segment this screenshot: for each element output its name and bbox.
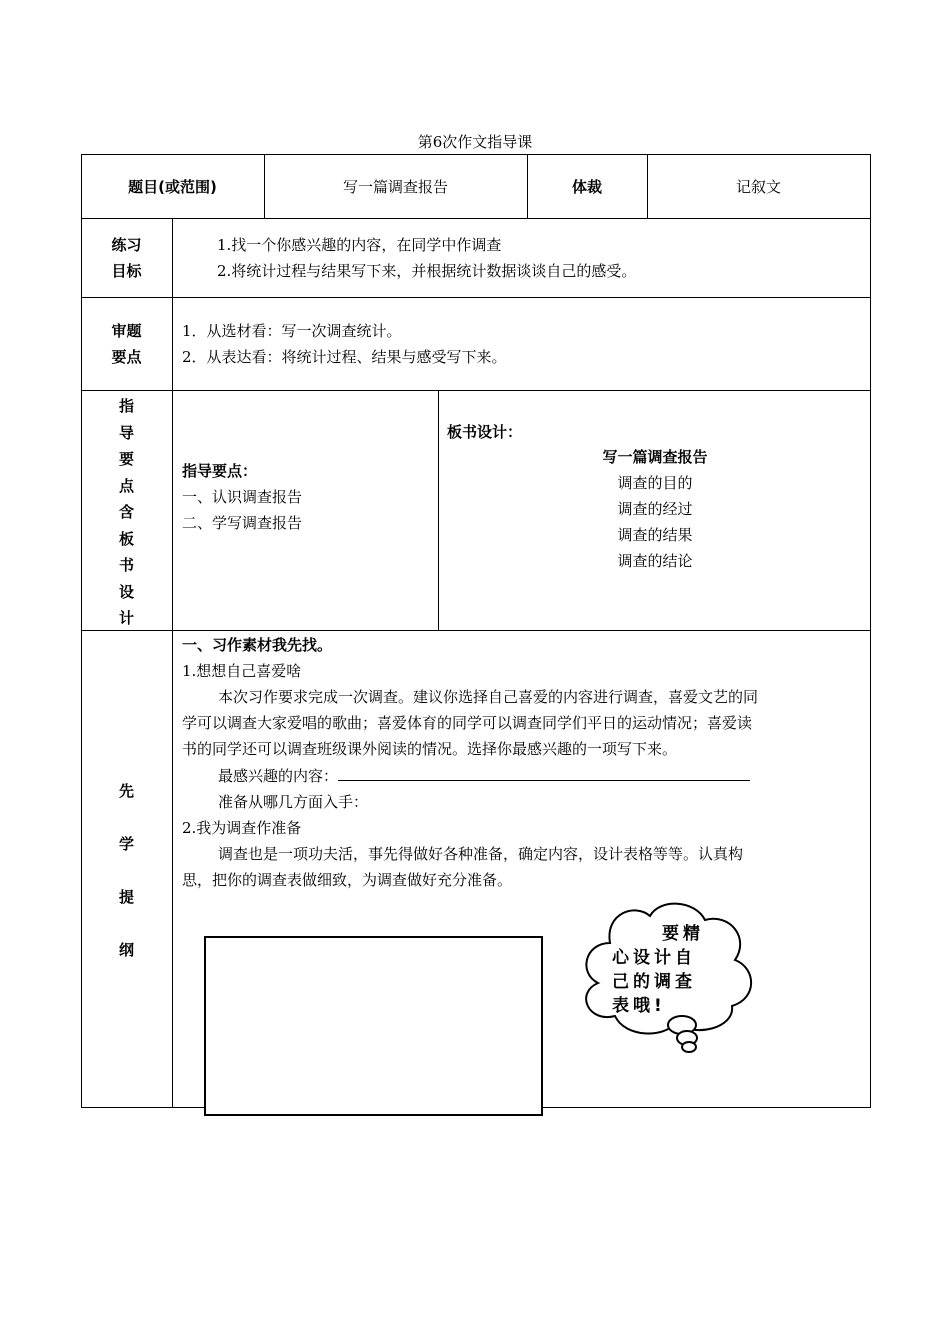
interest-row: [182, 762, 862, 789]
board-heading: 板书设计：: [447, 423, 523, 441]
label-char: 指: [118, 397, 134, 415]
board-item: 调查的经过: [617, 500, 693, 518]
key-points-label-line: 要点: [111, 348, 142, 366]
key-points-item: 2．从表达看：将统计过程、结果与感受写下来。: [182, 348, 507, 366]
genre-value: 记叙文: [735, 178, 781, 196]
paragraph-line: 思，把你的调查表做细致，为调查做好充分准备。: [182, 871, 513, 889]
practice-goal-label-line: 目标: [111, 262, 142, 280]
guide-points-heading: 指导要点：: [182, 462, 258, 480]
topic-value: 写一篇调查报告: [342, 178, 448, 196]
key-points-list: [182, 318, 507, 370]
label-char: 要: [118, 450, 134, 468]
paragraph-line: 学可以调查大家爱唱的歌曲；喜爱体育的同学可以调查同学们平日的运动情况；喜爱读: [182, 714, 753, 732]
page-title: 第6次作文指导课: [417, 133, 533, 151]
practice-goal-item: 1.找一个你感兴趣的内容，在同学中作调查: [217, 236, 502, 254]
paragraph-line: 本次习作要求完成一次调查。建议你选择自己喜爱的内容进行调查，喜爱文艺的同: [218, 688, 759, 706]
interest-blank-line[interactable]: [338, 762, 750, 781]
paragraph-line: 书的同学还可以调查班级课外阅读的情况。选择你最感兴趣的一项写下来。: [182, 740, 678, 758]
interest-label: 最感兴趣的内容：: [218, 767, 339, 785]
subheading: 1.想想自己喜爱啥: [182, 662, 302, 680]
label-char: 先: [118, 782, 134, 800]
key-points-label: [81, 318, 172, 370]
key-points-item: 1．从选材看：写一次调查统计。: [182, 322, 402, 340]
label-char: 纲: [118, 941, 134, 959]
bubble-line: 心设计自: [612, 948, 696, 968]
outline-content: [182, 632, 862, 893]
key-points-label-line: 审题: [111, 322, 142, 340]
bubble-text: [612, 922, 704, 1018]
label-char: 设: [118, 582, 134, 601]
board-title: 写一篇调查报告: [602, 448, 708, 466]
bubble-line: 己的调查: [612, 972, 696, 992]
bubble-line: 表哦!: [612, 996, 666, 1016]
label-char: 提: [118, 888, 134, 906]
label-char: 计: [118, 609, 134, 627]
label-char: 板: [118, 529, 134, 548]
outline-label: [81, 765, 172, 977]
label-char: 学: [118, 835, 134, 853]
board-item: 调查的结果: [617, 526, 693, 544]
board-item: 调查的结论: [617, 552, 693, 570]
genre-label: 体裁: [571, 178, 602, 196]
guide-points-item: 一、认识调查报告: [182, 488, 303, 506]
board-item: 调查的目的: [617, 474, 693, 492]
guide-points: [182, 458, 302, 536]
prepare-from: 准备从哪几方面入手：: [218, 793, 369, 811]
practice-goal-label-line: 练习: [111, 236, 142, 254]
bubble-line: 要精: [662, 924, 704, 944]
survey-table-box[interactable]: [204, 936, 543, 1116]
label-char: 导: [118, 423, 134, 442]
subheading: 2.我为调查作准备: [182, 819, 302, 837]
practice-goal-label: [81, 232, 172, 284]
topic-label: 题目(或范围): [128, 178, 217, 196]
guide-board-label: [81, 393, 172, 632]
label-char: 含: [118, 503, 134, 521]
board-design: [560, 444, 750, 574]
practice-goal-list: [217, 232, 636, 284]
label-char: 书: [118, 556, 134, 574]
section-heading: 一、习作素材我先找。: [182, 636, 333, 654]
label-char: 点: [118, 476, 134, 495]
guide-points-item: 二、学写调查报告: [182, 514, 303, 532]
practice-goal-item: 2.将统计过程与结果写下来，并根据统计数据谈谈自己的感受。: [217, 262, 637, 280]
paragraph-line: 调查也是一项功夫活，事先得做好各种准备，确定内容，设计表格等等。认真构: [218, 845, 744, 863]
